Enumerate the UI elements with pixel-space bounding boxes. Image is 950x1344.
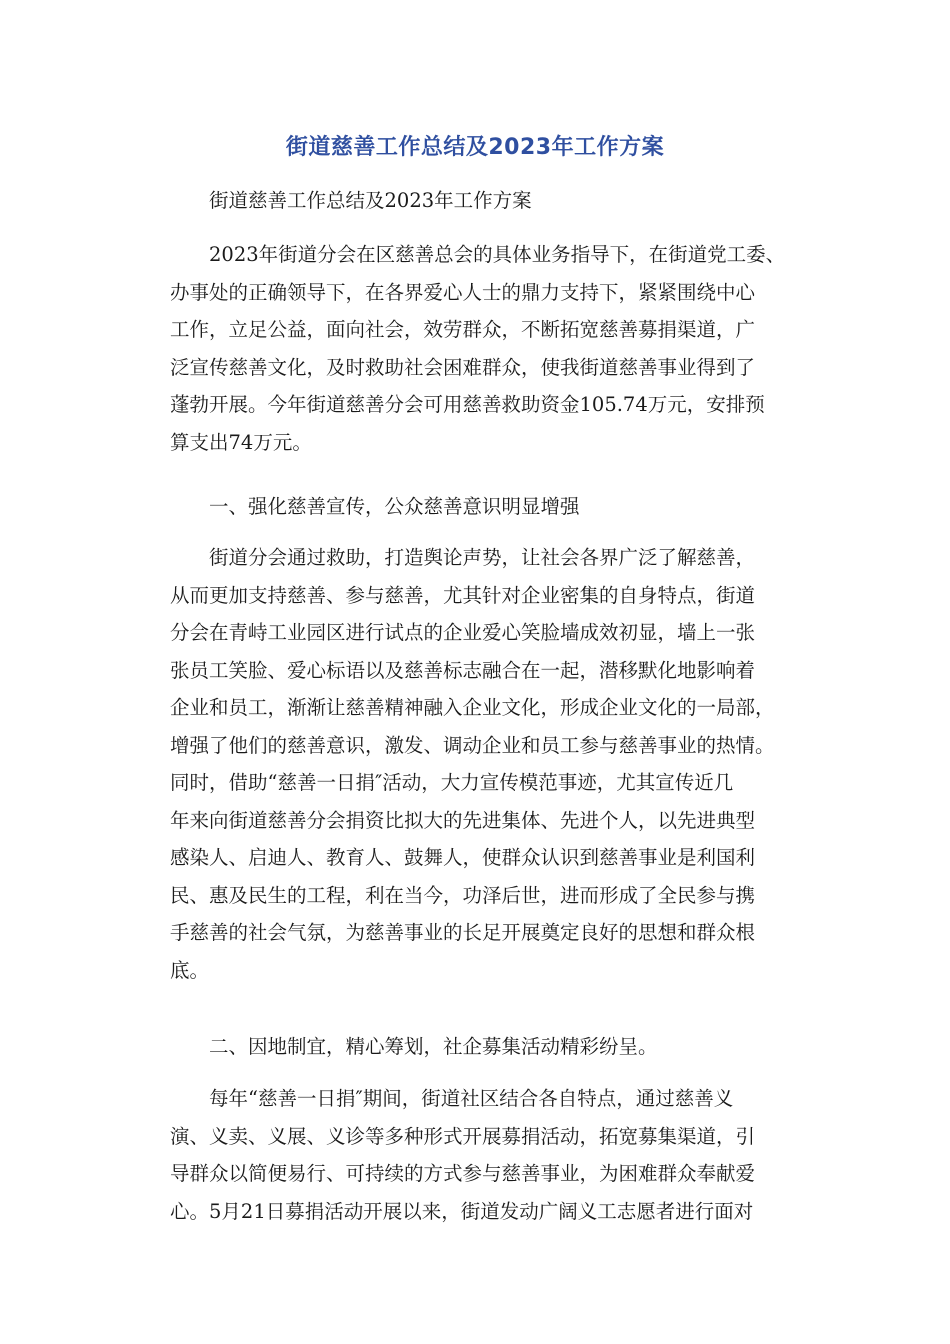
section-heading-1 — [170, 488, 810, 526]
paragraph-line: 张员工笑脸、爱心标语以及慈善标志融合在一起，潜移默化地影响着 — [170, 658, 756, 682]
section-heading-2 — [170, 1028, 810, 1066]
paragraph-line: 导群众以简便易行、可持续的方式参与慈善事业，为困难群众奉献爱 — [170, 1162, 756, 1185]
paragraph-line: 分会在青峙工业园区进行试点的企业爱心笑脸墙成效初显，墙上一张 — [170, 621, 756, 644]
subtitle-text: 街道慈善工作总结及2023年工作方案 — [209, 189, 532, 212]
paragraph-line: 街道分会通过救助，打造舆论声势，让社会各界广泛了解慈善， — [209, 546, 756, 569]
paragraph-line: 2023年街道分会在区慈善总会的具体业务指导下，在街道党工委、 — [209, 243, 786, 266]
paragraph-line: 感染人、启迪人、教育人、鼓舞人，使群众认识到慈善事业是利国利 — [170, 846, 756, 869]
paragraph-2 — [170, 539, 810, 989]
paragraph-line: 民、惠及民生的工程，利在当今，功泽后世，进而形成了全民参与携 — [170, 883, 756, 907]
paragraph-line: 每年“慈善一日捐″期间，街道社区结合各自特点，通过慈善义 — [209, 1087, 734, 1110]
paragraph-line: 蓬勃开展。今年街道慈善分会可用慈善救助资金105.74万元，安排预 — [170, 393, 765, 416]
paragraph-line: 底。 — [170, 958, 210, 982]
section-heading-text: 一、强化慈善宣传，公众慈善意识明显增强 — [209, 495, 580, 518]
document-subtitle — [170, 182, 810, 220]
paragraph-1 — [170, 236, 810, 461]
paragraph-line: 工作，立足公益，面向社会，效劳群众，不断拓宽慈善募捐渠道，广 — [170, 318, 756, 341]
paragraph-line: 年来向街道慈善分会捐资比拟大的先进集体、先进个人，以先进典型 — [170, 808, 756, 832]
paragraph-line: 演、义卖、义展、义诊等多种形式开展募捐活动，拓宽募集渠道，引 — [170, 1124, 756, 1148]
paragraph-line: 增强了他们的慈善意识，激发、调动企业和员工参与慈善事业的热情。 — [170, 733, 775, 757]
document-title: 街道慈善工作总结及2023年工作方案 — [285, 135, 665, 160]
paragraph-line: 同时，借助“慈善一日捐″活动，大力宣传模范事迹，尤其宣传近几 — [170, 771, 734, 794]
section-heading-text: 二、因地制宜，精心筹划，社企募集活动精彩纷呈。 — [209, 1035, 658, 1058]
paragraph-line: 算支出74万元。 — [170, 430, 312, 454]
paragraph-line: 泛宣传慈善文化，及时救助社会困难群众，使我街道慈善事业得到了 — [170, 355, 756, 379]
paragraph-line: 心。5月21日募捐活动开展以来，街道发动广阔义工志愿者进行面对 — [170, 1199, 754, 1223]
paragraph-line: 手慈善的社会气氛，为慈善事业的长足开展奠定良好的思想和群众根 — [170, 921, 756, 944]
paragraph-line: 从而更加支持慈善、参与慈善，尤其针对企业密集的自身特点，街道 — [170, 583, 756, 607]
paragraph-line: 办事处的正确领导下，在各界爱心人士的鼎力支持下，紧紧围绕中心 — [170, 280, 756, 304]
paragraph-line: 企业和员工，渐渐让慈善精神融入企业文化，形成企业文化的一局部， — [170, 696, 775, 719]
paragraph-3 — [170, 1080, 810, 1230]
